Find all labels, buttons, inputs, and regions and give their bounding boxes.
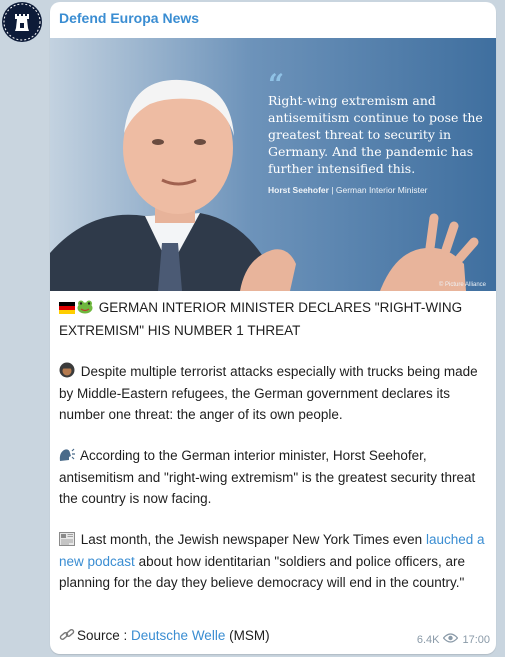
post-paragraph xyxy=(59,362,489,426)
message-bubble xyxy=(50,2,496,654)
post-paragraph xyxy=(59,530,489,594)
paragraph-text: about how identitarian "soldiers and police officers, are planning for the day they believe democracy will end in the country." xyxy=(59,554,466,590)
view-count: 6.4K xyxy=(416,633,440,646)
post-paragraph xyxy=(59,446,489,510)
photo-credit: © Picture Alliance xyxy=(438,282,486,288)
paragraph-text: Despite multiple terrorist attacks especially with trucks being made by Middle-Eastern refugees, the German government declares its number one threat: the anger of its own people. xyxy=(59,363,478,422)
channel-name[interactable]: Defend Europa News xyxy=(59,10,200,26)
source-suffix: (MSM) xyxy=(225,628,270,643)
message-time: 17:00 xyxy=(462,633,490,646)
quote-line: further intensified this. xyxy=(268,161,416,176)
paragraph-text: According to the German interior minister, Horst Seehofer, antisemitism and "right-wing extremism" is the greatest security threat the country is now facing. xyxy=(59,447,476,506)
image-quote xyxy=(268,92,493,177)
frog-icon xyxy=(77,300,93,321)
quote-attribution xyxy=(268,185,428,195)
heading-text: GERMAN INTERIOR MINISTER DECLARES "RIGHT-WING EXTREMISM" HIS NUMBER 1 THREAT xyxy=(59,300,463,338)
podcast-link[interactable]: lauched a new podcast xyxy=(59,531,485,569)
channel-avatar[interactable] xyxy=(2,2,42,42)
speaking-head-icon xyxy=(59,448,75,469)
newspaper-icon xyxy=(59,532,75,553)
quote-line: Germany. And the pandemic has xyxy=(268,144,474,159)
post-image[interactable] xyxy=(50,38,496,291)
castle-tower-icon xyxy=(2,2,42,42)
attribution-name: Horst Seehofer xyxy=(268,185,329,195)
source-link[interactable]: Deutsche Welle xyxy=(131,628,226,643)
source-label: Source : xyxy=(77,628,132,643)
quote-mark: “ xyxy=(268,68,285,101)
attribution-separator: | xyxy=(328,185,336,195)
quote-line: greatest threat to security in xyxy=(268,127,452,142)
quote-line: antisemitism continue to pose the xyxy=(268,110,483,125)
german-flag-icon xyxy=(59,300,75,321)
person-headscarf-icon xyxy=(59,362,75,385)
message-meta xyxy=(417,633,490,646)
link-icon xyxy=(59,628,75,645)
eye-icon xyxy=(443,633,458,646)
quote-line: Right-wing extremism and xyxy=(268,93,436,108)
paragraph-text: Last month, the Jewish newspaper New York Times even xyxy=(80,531,423,547)
post-text xyxy=(59,298,489,614)
post-heading xyxy=(59,298,489,341)
attribution-role: German Interior Minister xyxy=(335,185,428,195)
